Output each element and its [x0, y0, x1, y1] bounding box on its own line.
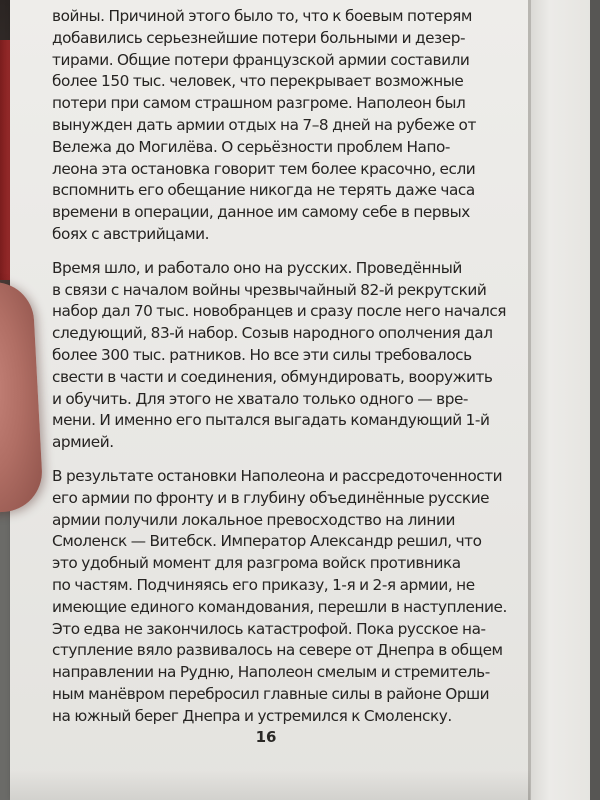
text-line: войны. Причиной этого было то, что к боевым потерям [52, 7, 472, 25]
paragraph-2 [52, 258, 507, 454]
text-line: набор дал 70 тыс. новобранцев и сразу после него начался [52, 302, 507, 321]
page-text [52, 6, 507, 740]
text-line: более 150 тыс. человек, что перекрывает возможные [52, 72, 464, 91]
text-line: потери при самом страшном разгроме. Наполеон был [52, 94, 466, 113]
text-line: имеющие единого командования, перешли в наступление. [52, 597, 507, 616]
text-line: свести в части и соединения, обмундировать, вооружить [52, 367, 493, 386]
text-line: это удобный момент для разгрома войск противника [52, 554, 461, 573]
text-line: более 300 тыс. ратников. Но все эти силы требовалось [52, 345, 472, 364]
text-line: Время шло, и работало оно на русских. Проведённый [52, 258, 462, 277]
text-line: Это едва не закончилось катастрофой. Пока русское на- [52, 619, 486, 638]
text-line: Смоленск — Витебск. Император Александр решил, что [52, 532, 482, 551]
text-line: ным манёвром перебросил главные силы в районе Орши [52, 684, 490, 703]
text-line: в связи с началом войны чрезвычайный 82-й рекрутский [52, 280, 487, 299]
page-fold [528, 0, 531, 800]
text-line: вспомнить его обещание никогда не терять даже часа [52, 181, 475, 200]
text-line: на южный берег Днепра и устремился к Смоленску. [52, 706, 452, 725]
text-line: и обучить. Для этого не хватало только одного — вре- [52, 389, 468, 408]
text-line: направлении на Рудню, Наполеон смелым и стремитель- [52, 663, 490, 682]
text-line: тирами. Общие потери французской армии составили [52, 50, 470, 69]
text-line: по частям. Подчиняясь его приказу, 1-я и 2-я армии, не [52, 575, 475, 594]
background-right [590, 0, 600, 800]
text-line: следующий, 83-й набор. Созыв народного ополчения дал [52, 324, 493, 343]
text-line: времени в операции, данное им самому себе в первых [52, 203, 470, 222]
page-bottom-shadow [10, 770, 530, 800]
text-line: леона эта остановка говорит тем более красочно, если [52, 159, 476, 178]
page-number: 16 [255, 728, 277, 746]
text-line: Вележа до Могилёва. О серьёзности проблем Напо- [52, 137, 450, 156]
text-line: боях с австрийцами. [52, 224, 210, 243]
text-line: ступление вяло развивалось на севере от Днепра в общем [52, 641, 503, 660]
paragraph-3 [52, 466, 507, 728]
text-line: армии получили локальное превосходство на линии [52, 510, 455, 529]
text-line: мени. И именно его пытался выгадать командующий 1-й [52, 411, 490, 430]
text-line: его армии по фронту и в глубину объединённые русские [52, 488, 490, 507]
text-line: вынужден дать армии отдых на 7–8 дней на рубеже от [52, 115, 476, 134]
text-line: армией. [52, 433, 114, 452]
paragraph-1 [52, 6, 476, 246]
next-page-edge [528, 0, 590, 800]
text-line: добавились серьезнейшие потери больными и дезер- [52, 28, 466, 47]
text-line: В результате остановки Наполеона и рассредоточенности [52, 466, 503, 485]
